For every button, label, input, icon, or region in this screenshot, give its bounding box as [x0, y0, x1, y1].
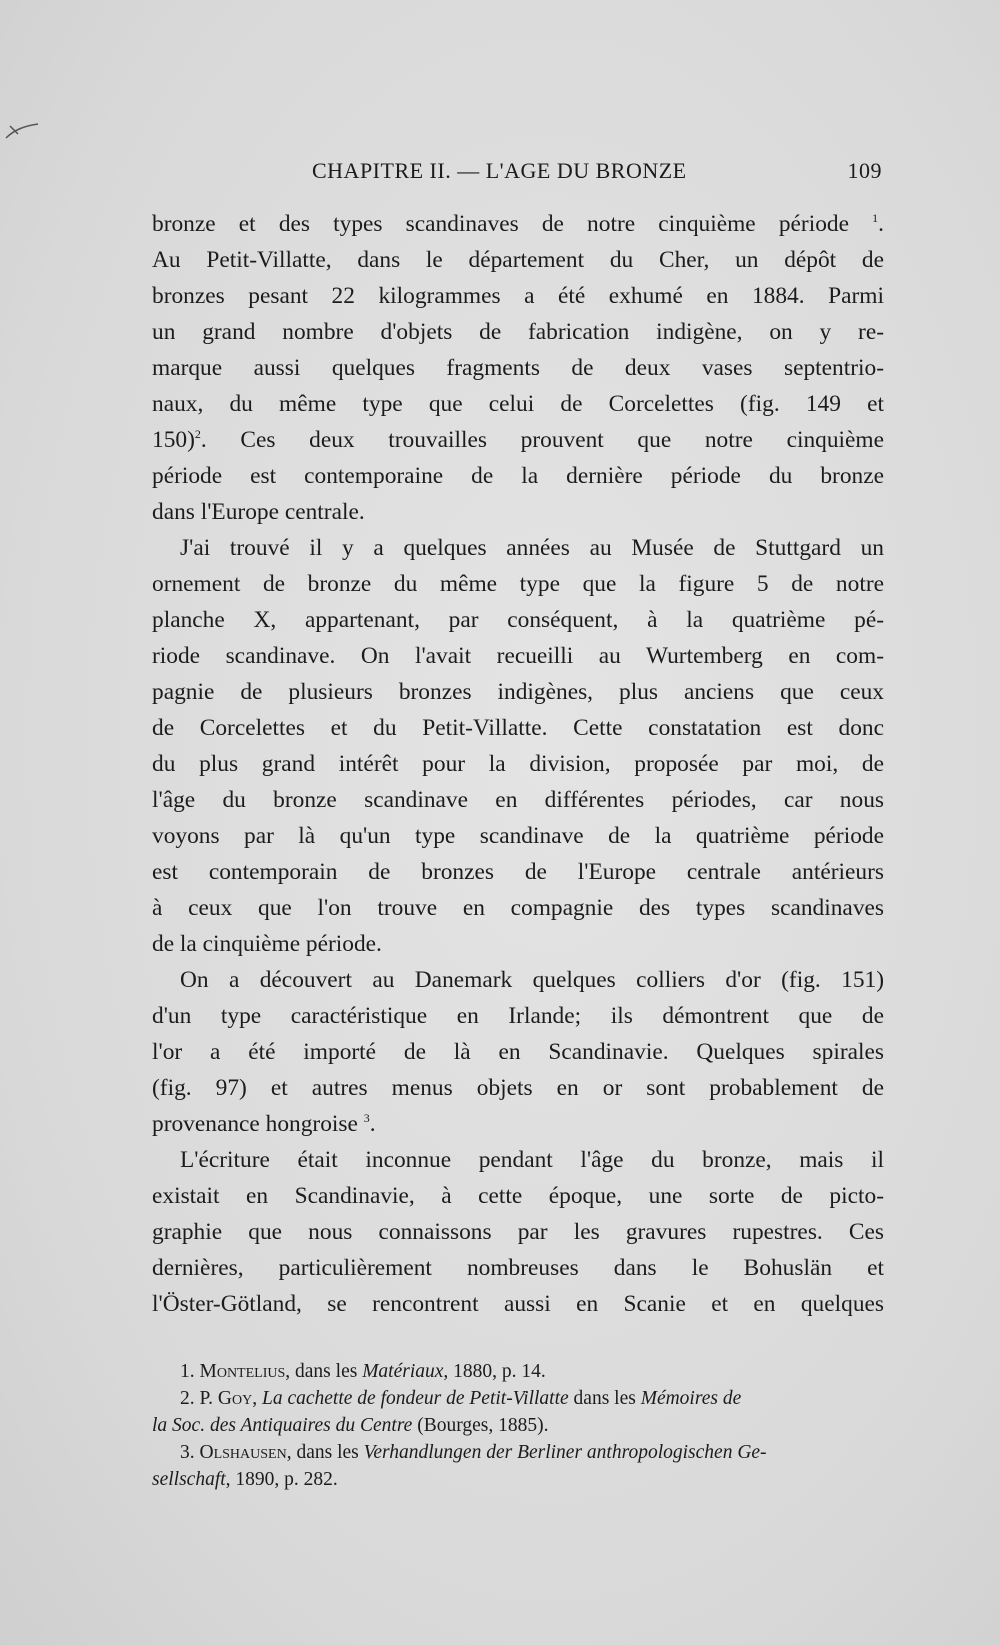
- text-line: (fig. 97) et autres menus objets en or sont probablement de: [152, 1075, 884, 1101]
- text-line: Au Petit-Villatte, dans le département du Cher, un dépôt de: [152, 247, 884, 273]
- text-line: On a découvert au Danemark quelques colliers d'or (fig. 151): [180, 967, 884, 993]
- text-line: L'écriture était inconnue pendant l'âge du bronze, mais il: [180, 1147, 884, 1173]
- footnote-2-continued: la Soc. des Antiquaires du Centre (Bourges, 1885).: [152, 1415, 549, 1436]
- page-number: 109: [847, 158, 882, 183]
- text-line: de la cinquième période.: [152, 931, 382, 957]
- paragraph-2: [152, 530, 884, 962]
- text-line: pagnie de plusieurs bronzes indigènes, plus anciens que ceux: [152, 679, 884, 705]
- text-line: bronze et des types scandinaves de notre cinquième période $^1$.: [152, 211, 884, 237]
- footnote-3: 3. Olshausen, dans les Verhandlungen der Berliner anthropologischen Ge-: [180, 1442, 767, 1463]
- pencil-mark: [4, 112, 44, 142]
- paragraph-4: [152, 1142, 884, 1322]
- paragraph-1: [152, 206, 884, 530]
- paragraph-3: [152, 962, 884, 1142]
- text-line: de Corcelettes et du Petit-Villatte. Cette constatation est donc: [152, 715, 884, 741]
- text-line: dans l'Europe centrale.: [152, 499, 365, 525]
- text-line: ornement de bronze du même type que la figure 5 de notre: [152, 571, 884, 597]
- text-line: est contemporain de bronzes de l'Europe centrale antérieurs: [152, 859, 884, 885]
- text-line: riode scandinave. On l'avait recueilli au Wurtemberg en com-: [152, 643, 884, 669]
- text-line: un grand nombre d'objets de fabrication indigène, on y re-: [152, 319, 884, 345]
- text-line: dernières, particulièrement nombreuses dans le Bohuslän et: [152, 1255, 884, 1281]
- text-line: période est contemporaine de la dernière période du bronze: [152, 463, 884, 489]
- running-title: CHAPITRE II. — L'AGE DU BRONZE: [312, 158, 687, 183]
- text-line: graphie que nous connaissons par les gravures rupestres. Ces: [152, 1219, 884, 1245]
- text-line: voyons par là qu'un type scandinave de la quatrième période: [152, 823, 884, 849]
- text-line: J'ai trouvé il y a quelques années au Musée de Stuttgard un: [180, 535, 884, 561]
- text-line: planche X, appartenant, par conséquent, à la quatrième pé-: [152, 607, 884, 633]
- text-line: provenance hongroise $^3$.: [152, 1111, 376, 1137]
- body-text: [152, 206, 884, 1322]
- footnote-2: 2. P. Goy, La cachette de fondeur de Petit-Villatte dans les Mémoires de: [180, 1388, 742, 1409]
- text-line: bronzes pesant 22 kilogrammes a été exhumé en 1884. Parmi: [152, 283, 884, 309]
- text-line: d'un type caractéristique en Irlande; ils démontrent que de: [152, 1003, 884, 1029]
- text-line: 150)$^2$. Ces deux trouvailles prouvent que notre cinquième: [152, 427, 884, 453]
- text-line: l'Öster-Götland, se rencontrent aussi en Scanie et en quelques: [152, 1291, 884, 1317]
- text-line: marque aussi quelques fragments de deux vases septentrio-: [152, 355, 884, 381]
- footnote-3-continued: sellschaft, 1890, p. 282.: [152, 1469, 338, 1490]
- text-line: du plus grand intérêt pour la division, proposée par moi, de: [152, 751, 884, 777]
- text-line: l'or a été importé de là en Scandinavie. Quelques spirales: [152, 1039, 884, 1065]
- footnote-ref: 1: [872, 211, 879, 226]
- footnote-1: 1. Montelius, dans les Matériaux, 1880, p. 14.: [180, 1361, 546, 1382]
- running-header: [312, 158, 882, 192]
- text-line: l'âge du bronze scandinave en différentes périodes, car nous: [152, 787, 884, 813]
- footnotes: [152, 1358, 892, 1493]
- text-line: à ceux que l'on trouve en compagnie des types scandinaves: [152, 895, 884, 921]
- text-line: naux, du même type que celui de Corcelettes (fig. 149 et: [152, 391, 884, 417]
- footnote-ref: 3: [363, 1111, 370, 1126]
- footnote-ref: 2: [194, 427, 201, 442]
- text-line: existait en Scandinavie, à cette époque, une sorte de picto-: [152, 1183, 884, 1209]
